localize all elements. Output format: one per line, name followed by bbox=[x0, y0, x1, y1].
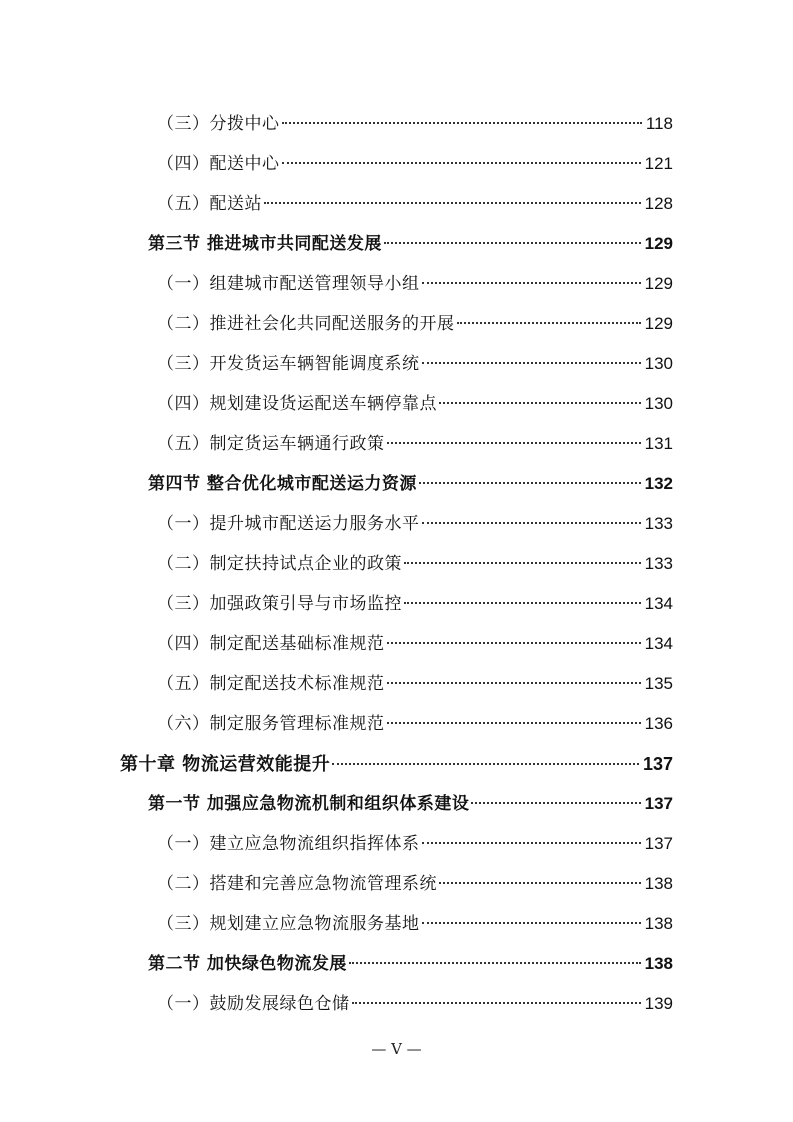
toc-entry[interactable] bbox=[157, 590, 673, 618]
toc-entry-label: （六）制定服务管理标准规范 bbox=[157, 714, 385, 734]
toc-entry-page: 135 bbox=[644, 674, 673, 693]
toc-leader-dots bbox=[457, 322, 641, 324]
toc-leader-dots bbox=[439, 882, 641, 884]
toc-entry-label: 第三节 推进城市共同配送发展 bbox=[148, 234, 382, 254]
toc-leader-dots bbox=[404, 562, 641, 564]
toc-entry-label: 第十章 物流运营效能提升 bbox=[120, 754, 331, 775]
toc-entry-page: 138 bbox=[644, 874, 673, 893]
toc-leader-dots bbox=[404, 602, 641, 604]
toc-leader-dots bbox=[332, 763, 639, 765]
toc-entry-page: 118 bbox=[645, 114, 673, 133]
toc-entry-label: （一）提升城市配送运力服务水平 bbox=[157, 514, 420, 534]
toc-entry-page: 138 bbox=[644, 914, 673, 933]
toc-entry-page: 138 bbox=[644, 954, 673, 973]
toc-entry-page: 137 bbox=[644, 834, 673, 853]
toc-leader-dots bbox=[387, 442, 641, 444]
toc-entry-page: 132 bbox=[644, 474, 673, 493]
toc-leader-dots bbox=[282, 122, 642, 124]
toc-leader-dots bbox=[422, 282, 641, 284]
toc-entry[interactable] bbox=[157, 430, 673, 458]
toc-entry-page: 129 bbox=[644, 234, 673, 253]
toc-entry[interactable] bbox=[157, 310, 673, 338]
toc-leader-dots bbox=[422, 522, 641, 524]
toc-section-entry[interactable] bbox=[148, 790, 673, 818]
toc-leader-dots bbox=[422, 922, 641, 924]
toc-entry-label: （一）鼓励发展绿色仓储 bbox=[157, 994, 350, 1014]
toc-entry-label: （一）组建城市配送管理领导小组 bbox=[157, 274, 420, 294]
toc-entry[interactable] bbox=[157, 990, 673, 1018]
toc-entry-label: 第四节 整合优化城市配送运力资源 bbox=[148, 474, 417, 494]
toc-entry-page: 130 bbox=[644, 394, 673, 413]
toc-entry[interactable] bbox=[157, 390, 673, 418]
toc-leader-dots bbox=[264, 202, 641, 204]
toc-entry-page: 129 bbox=[644, 274, 673, 293]
toc-entry-page: 131 bbox=[644, 434, 673, 453]
toc-entry[interactable] bbox=[157, 150, 673, 178]
toc-entry-label: （四）配送中心 bbox=[157, 154, 280, 174]
toc-entry-page: 136 bbox=[644, 714, 673, 733]
toc-entry[interactable] bbox=[157, 830, 673, 858]
toc-leader-dots bbox=[419, 482, 641, 484]
toc-entry-page: 134 bbox=[644, 594, 673, 613]
toc-entry-label: 第二节 加快绿色物流发展 bbox=[148, 954, 347, 974]
toc-entry-page: 128 bbox=[644, 194, 673, 213]
toc-section-entry[interactable] bbox=[148, 470, 673, 498]
toc-entry-page: 130 bbox=[644, 354, 673, 373]
toc-leader-dots bbox=[352, 1002, 641, 1004]
page-number-footer: — V — bbox=[371, 1040, 422, 1058]
toc-entry-label: （二）搭建和完善应急物流管理系统 bbox=[157, 874, 437, 894]
toc-entry[interactable] bbox=[157, 190, 673, 218]
toc-entry-page: 129 bbox=[644, 314, 673, 333]
toc-entry-label: （一）建立应急物流组织指挥体系 bbox=[157, 834, 420, 854]
toc-leader-dots bbox=[422, 842, 641, 844]
toc-entry-label: （二）推进社会化共同配送服务的开展 bbox=[157, 314, 455, 334]
toc-entry-label: （三）加强政策引导与市场监控 bbox=[157, 594, 402, 614]
toc-entry-page: 139 bbox=[644, 994, 673, 1013]
toc-entry[interactable] bbox=[157, 910, 673, 938]
toc-leader-dots bbox=[282, 162, 641, 164]
toc-section-entry[interactable] bbox=[148, 230, 673, 258]
toc-entry-page: 137 bbox=[644, 794, 673, 813]
toc-entry[interactable] bbox=[157, 710, 673, 738]
toc-entry[interactable] bbox=[157, 670, 673, 698]
toc-entry-page: 121 bbox=[644, 154, 673, 173]
toc-leader-dots bbox=[384, 242, 641, 244]
toc-entry-page: 134 bbox=[644, 634, 673, 653]
toc-leader-dots bbox=[471, 802, 640, 804]
toc-entry-page: 133 bbox=[644, 514, 673, 533]
toc-section-entry[interactable] bbox=[148, 950, 673, 978]
toc-entry[interactable] bbox=[157, 510, 673, 538]
toc-entry[interactable] bbox=[157, 350, 673, 378]
toc-entry-page: 133 bbox=[644, 554, 673, 573]
toc-leader-dots bbox=[439, 402, 641, 404]
toc-entry[interactable] bbox=[157, 270, 673, 298]
toc-entry[interactable] bbox=[157, 550, 673, 578]
toc-leader-dots bbox=[387, 642, 641, 644]
toc-entry[interactable] bbox=[157, 870, 673, 898]
toc-entry[interactable] bbox=[157, 630, 673, 658]
toc-entry-label: （三）规划建立应急物流服务基地 bbox=[157, 914, 420, 934]
toc-entry-label: （四）规划建设货运配送车辆停靠点 bbox=[157, 394, 437, 414]
toc-entry-label: （三）开发货运车辆智能调度系统 bbox=[157, 354, 420, 374]
toc-leader-dots bbox=[387, 722, 641, 724]
toc-leader-dots bbox=[387, 682, 641, 684]
toc-entry-label: （五）配送站 bbox=[157, 194, 262, 214]
toc-entry-label: 第一节 加强应急物流机制和组织体系建设 bbox=[148, 794, 470, 814]
toc-entry-label: （五）制定配送技术标准规范 bbox=[157, 674, 385, 694]
toc-leader-dots bbox=[349, 962, 641, 964]
toc-entry-label: （五）制定货运车辆通行政策 bbox=[157, 434, 385, 454]
toc-entry[interactable] bbox=[157, 110, 673, 138]
toc-entry-page: 137 bbox=[642, 754, 673, 774]
toc-leader-dots bbox=[422, 362, 641, 364]
toc-chapter-entry[interactable] bbox=[120, 750, 673, 778]
toc-entry-label: （二）制定扶持试点企业的政策 bbox=[157, 554, 402, 574]
toc-entry-label: （四）制定配送基础标准规范 bbox=[157, 634, 385, 654]
toc-entry-label: （三）分拨中心 bbox=[157, 114, 280, 134]
